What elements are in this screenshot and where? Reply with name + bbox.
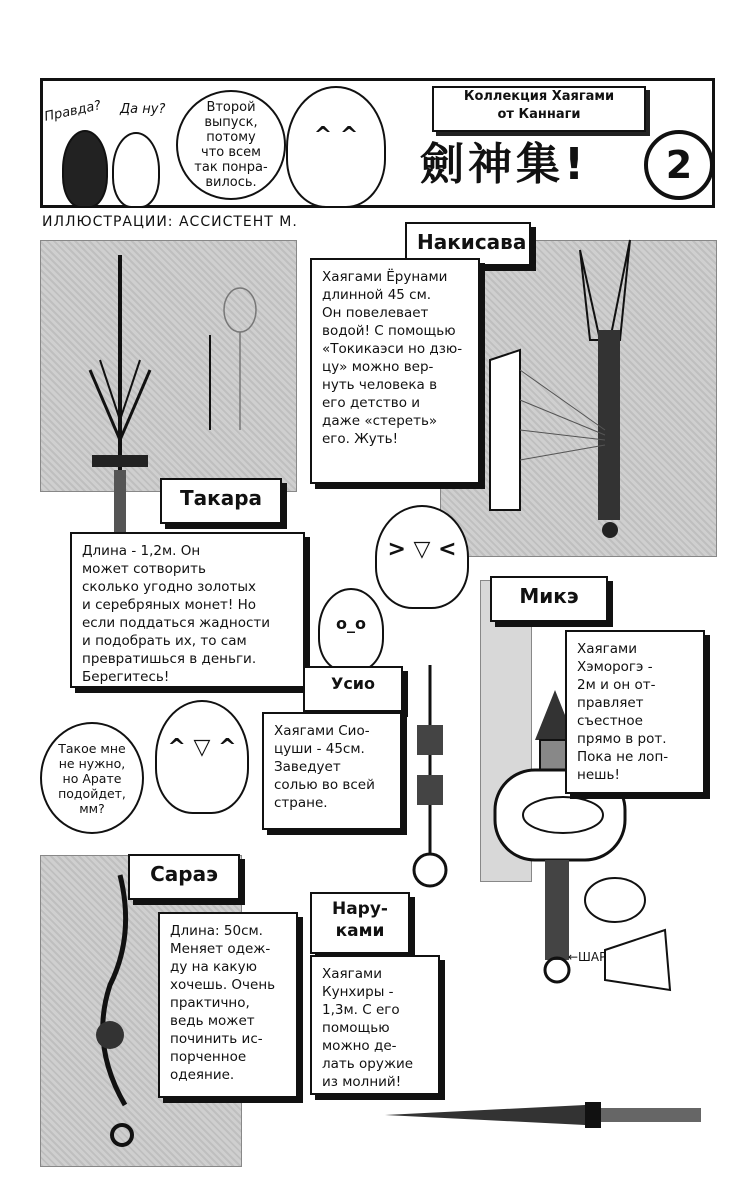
- narukami-sword-icon: [385, 1090, 715, 1140]
- chibi-fan-icon: > ▽ <: [375, 505, 469, 609]
- label-nakisawa: Накисава: [405, 222, 531, 266]
- chibi-small-icon: o_o: [318, 588, 384, 672]
- text-narukami: Хаягами Кунхиры - 1,3м. С его помощью можно де- лать оружие из молний!: [310, 955, 440, 1095]
- speech-bubble-side: Такое мне не нужно, но Арате подойдет, мм?: [40, 722, 144, 834]
- bubble-da-nu: Да ну?: [120, 102, 166, 117]
- bubble-pravda: Правда?: [43, 98, 103, 125]
- nakisawa-blade-icon: [470, 230, 720, 550]
- takara-sword-icon: [80, 250, 280, 580]
- label-narukami: Нару- ками: [310, 892, 410, 954]
- usio-tassels-icon: [405, 665, 455, 895]
- collection-title-line2: от Каннаги: [497, 107, 581, 122]
- fish-label: ←ШАР: [568, 950, 607, 964]
- text-takara: Длина - 1,2м. Он может сотворить сколько угодно золотых и серебряных монет! Но если поддаться жадности и подобрать их, то сам превратишься в деньги. Берегитесь!: [70, 532, 305, 688]
- label-usio: Усио: [303, 666, 403, 712]
- text-sarae: Длина: 50см. Меняет одеж- ду на какую хочешь. Очень практично, ведь может починить ис- порченное одеяние.: [158, 912, 298, 1098]
- text-nakisawa: Хаягами Ёрунами длинной 45 см. Он повелевает водой! С помощью «Токикаэси но дзю- цу» можно вер- нуть человека в его детство и даже «стереть» его. Жуть!: [310, 258, 480, 484]
- label-sarae: Сараэ: [128, 854, 240, 900]
- chibi-host-icon: ^ ^: [286, 86, 386, 208]
- chibi-boy-icon: [112, 132, 160, 208]
- chibi-host-2-icon: ^ ▽ ^: [155, 700, 249, 814]
- big-title: 劍神集!: [420, 139, 589, 190]
- label-takara: Такара: [160, 478, 282, 524]
- text-usio: Хаягами Сио- цуши - 45см. Заведует солью во всей стране.: [262, 712, 402, 830]
- issue-number: 2: [644, 130, 714, 200]
- speech-bubble-vtoroy: Второй выпуск, потому что всем так понра- вилось.: [176, 90, 286, 200]
- chibi-girl-icon: [62, 130, 108, 208]
- collection-title-box: [432, 86, 646, 132]
- label-mike: Микэ: [490, 576, 608, 622]
- illustration-credit: ИЛЛЮСТРАЦИИ: АССИСТЕНТ М.: [42, 214, 298, 230]
- collection-title-line1: Коллекция Хаягами: [463, 89, 615, 104]
- text-mike: Хаягами Хэморогэ - 2м и он от- правляет съестное прямо в рот. Пока не лоп- нешь!: [565, 630, 705, 794]
